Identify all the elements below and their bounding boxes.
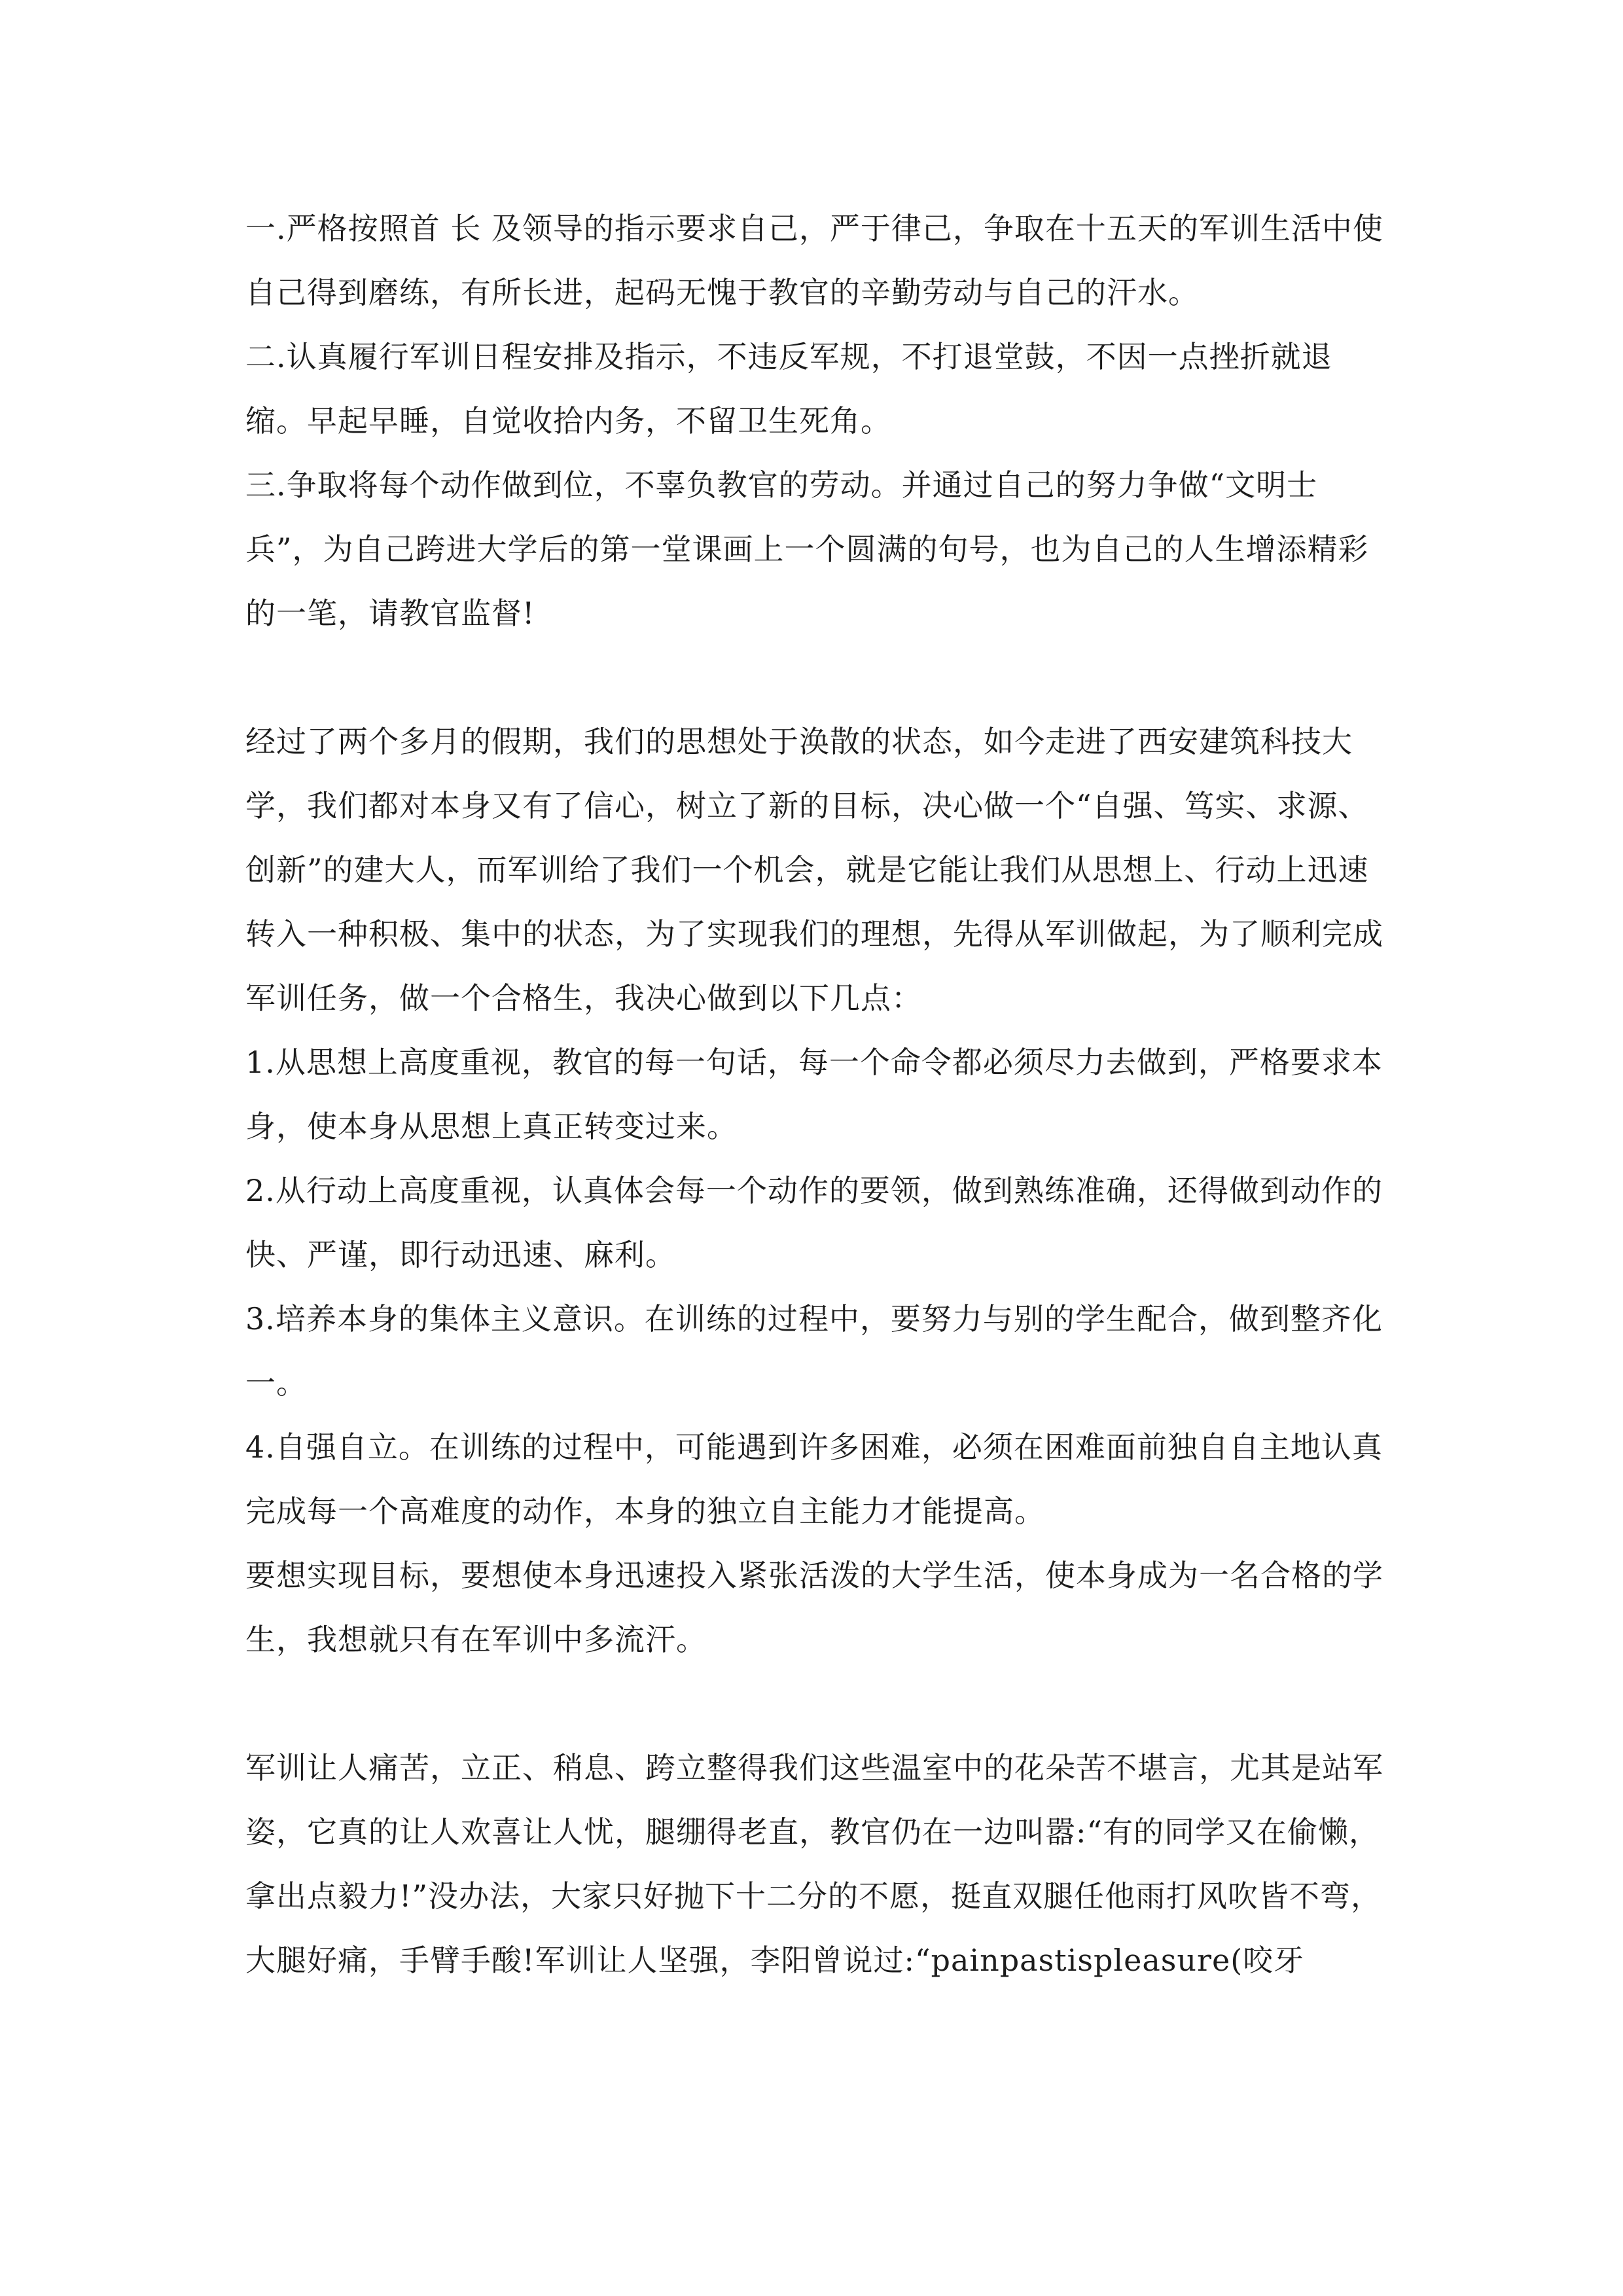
section-training-experience xyxy=(245,1736,1387,1992)
paragraph: 二.认真履行军训日程安排及指示，不违反军规，不打退堂鼓，不因一点挫折就退缩。早起早睡，自觉收拾内务，不留卫生死角。 xyxy=(245,339,1332,439)
paragraph: 4.自强自立。在训练的过程中，可能遇到许多困难，必须在困难面前独自自主地认真完成每一个高难度的动作，本身的独立自主能力才能提高。 xyxy=(245,1429,1383,1529)
section-resolution xyxy=(245,709,1387,1672)
paragraph: 军训让人痛苦，立正、稍息、跨立整得我们这些温室中的花朵苦不堪言，尤其是站军姿，它真的让人欢喜让人忧，腿绷得老直，教官仍在一边叫嚣:“有的同学又在偷懒，拿出点毅力!”没办法，大家只好抛下十二分的不愿，挺直双腿任他雨打风吹皆不弯， xyxy=(245,1750,1383,1914)
paragraph: 要想实现目标，要想使本身迅速投入紧张活泼的大学生活，使本身成为一名合格的学生，我想就只有在军训中多流汗。 xyxy=(245,1558,1383,1657)
paragraph: 一.严格按照首 长 及领导的指示要求自己，严于律己，争取在十五天的军训生活中使自己得到磨练，有所长进，起码无愧于教官的辛勤劳动与自己的汗水。 xyxy=(245,211,1383,310)
paragraph: 2.从行动上高度重视，认真体会每一个动作的要领，做到熟练准确，还得做到动作的快、严谨，即行动迅速、麻利。 xyxy=(245,1173,1383,1272)
paragraph: 1.从思想上高度重视，教官的每一句话，每一个命令都必须尽力去做到，严格要求本身，使本身从思想上真正转变过来。 xyxy=(245,1045,1383,1144)
document-body xyxy=(245,196,1387,1992)
paragraph: 3.培养本身的集体主义意识。在训练的过程中，要努力与别的学生配合，做到整齐化一。 xyxy=(245,1301,1383,1401)
paragraph: 经过了两个多月的假期，我们的思想处于涣散的状态，如今走进了西安建筑科技大学，我们都对本身又有了信心，树立了新的目标，决心做一个“自强、笃实、求源、创新”的建大人，而军训给了我们一个机会，就是它能让我们从思想上、行动上迅速转入一种积极、集中的状态，为了实现我们的理想，先得从军训做起，为了顺利完成军训任务，做一个合格生，我决心做到以下几点： xyxy=(245,724,1383,1016)
paragraph: 大腿好痛，手臂手酸!军训让人坚强，李阳曾说过:“painpastispleasure(咬牙 xyxy=(245,1943,1305,1978)
paragraph: 三.争取将每个动作做到位，不辜负教官的劳动。并通过自己的努力争做“文明士兵”，为自己跨进大学后的第一堂课画上一个圆满的句号，也为自己的人生增添精彩的一笔，请教官监督! xyxy=(245,467,1369,631)
section-pledge-points xyxy=(245,196,1387,645)
